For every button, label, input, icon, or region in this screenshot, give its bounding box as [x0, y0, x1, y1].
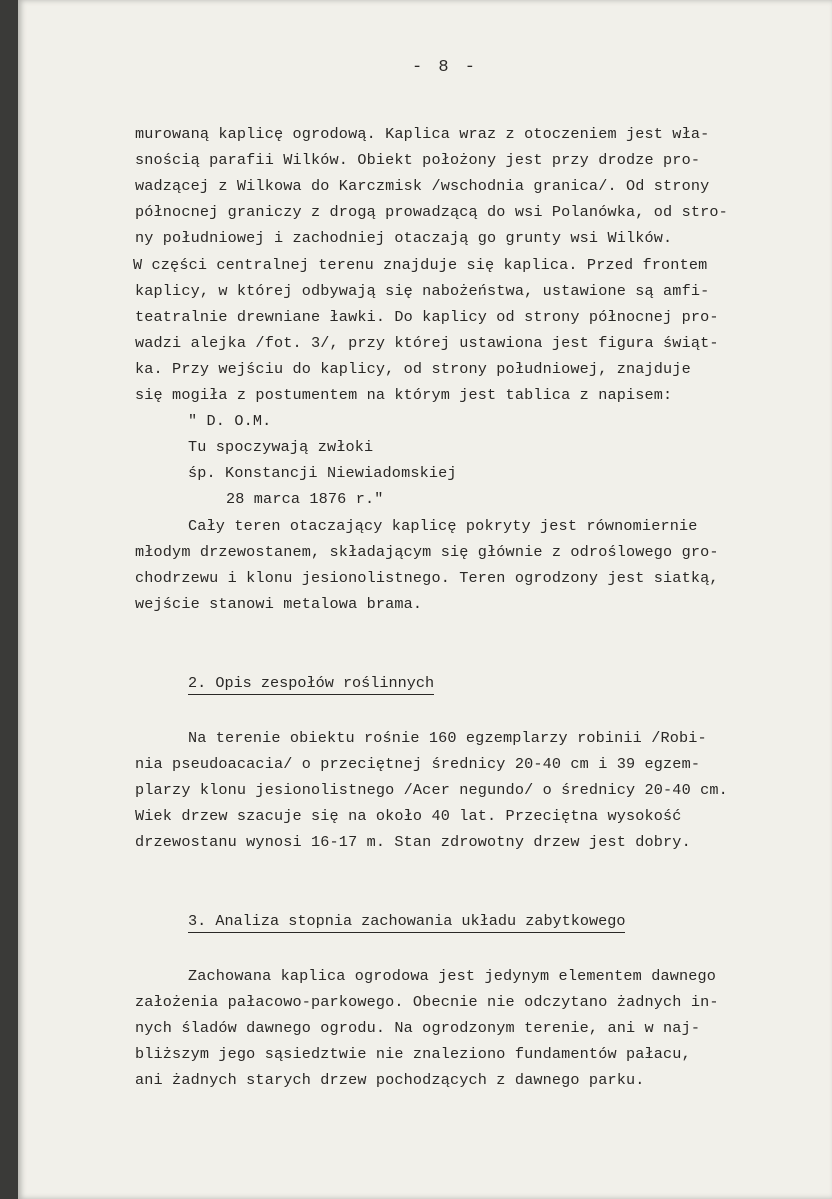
text-line: wadzi alejka /fot. 3/, przy której ustawiona jest figura świąt- — [135, 334, 719, 352]
section-heading: 2. Opis zespołów roślinnych — [188, 673, 434, 695]
inscription-line: 28 marca 1876 r." — [226, 490, 384, 508]
text-line: ka. Przy wejściu do kaplicy, od strony południowej, znajduje — [135, 360, 691, 378]
text-line: teatralnie drewniane ławki. Do kaplicy od strony północnej pro- — [135, 308, 719, 326]
text-line: młodym drzewostanem, składającym się głównie z odroślowego gro- — [135, 543, 719, 561]
text-line: W części centralnej terenu znajduje się kaplica. Przed frontem — [133, 256, 708, 274]
inscription-line: " D. O.M. — [188, 412, 272, 430]
text-line: ny południowej i zachodniej otaczają go grunty wsi Wilków. — [135, 229, 673, 247]
text-line: bliższym jego sąsiedztwie nie znaleziono fundamentów pałacu, — [135, 1045, 691, 1063]
text-line: Wiek drzew szacuje się na około 40 lat. Przeciętna wysokość — [135, 807, 682, 825]
text-line: nych śladów dawnego ogrodu. Na ogrodzonym terenie, ani w naj- — [135, 1019, 701, 1037]
text-line: nia pseudoacacia/ o przeciętnej średnicy 20-40 cm i 39 egzem- — [135, 755, 701, 773]
text-line: założenia pałacowo-parkowego. Obecnie nie odczytano żadnych in- — [135, 993, 719, 1011]
text-line: Cały teren otaczający kaplicę pokryty jest równomiernie — [188, 517, 698, 535]
inscription-line: śp. Konstancji Niewiadomskiej — [188, 464, 457, 482]
text-line: wejście stanowi metalowa brama. — [135, 595, 423, 613]
text-line: Na terenie obiektu rośnie 160 egzemplarzy robinii /Robi- — [188, 729, 707, 747]
text-line: drzewostanu wynosi 16-17 m. Stan zdrowotny drzew jest dobry. — [135, 833, 691, 851]
text-line: wadzącej z Wilkowa do Karczmisk /wschodnia granica/. Od strony — [135, 177, 710, 195]
text-line: chodrzewu i klonu jesionolistnego. Teren ogrodzony jest siatką, — [135, 569, 719, 587]
text-line: murowaną kaplicę ogrodową. Kaplica wraz z otoczeniem jest wła- — [135, 125, 710, 143]
text-line: kaplicy, w której odbywają się nabożeństwa, ustawione są amfi- — [135, 282, 710, 300]
section-heading: 3. Analiza stopnia zachowania układu zabytkowego — [188, 911, 625, 933]
text-line: plarzy klonu jesionolistnego /Acer negundo/ o średnicy 20-40 cm. — [135, 781, 728, 799]
text-line: północnej graniczy z drogą prowadzącą do wsi Polanówka, od stro- — [135, 203, 728, 221]
page-number: - 8 - — [411, 58, 478, 77]
text-line: Zachowana kaplica ogrodowa jest jedynym elementem dawnego — [188, 967, 717, 985]
document-page — [18, 0, 832, 1199]
inscription-line: Tu spoczywają zwłoki — [188, 438, 374, 456]
text-line: snością parafii Wilków. Obiekt położony jest przy drodze pro- — [135, 151, 701, 169]
text-line: się mogiła z postumentem na którym jest tablica z napisem: — [135, 386, 673, 404]
text-line: ani żadnych starych drzew pochodzących z dawnego parku. — [135, 1071, 645, 1089]
